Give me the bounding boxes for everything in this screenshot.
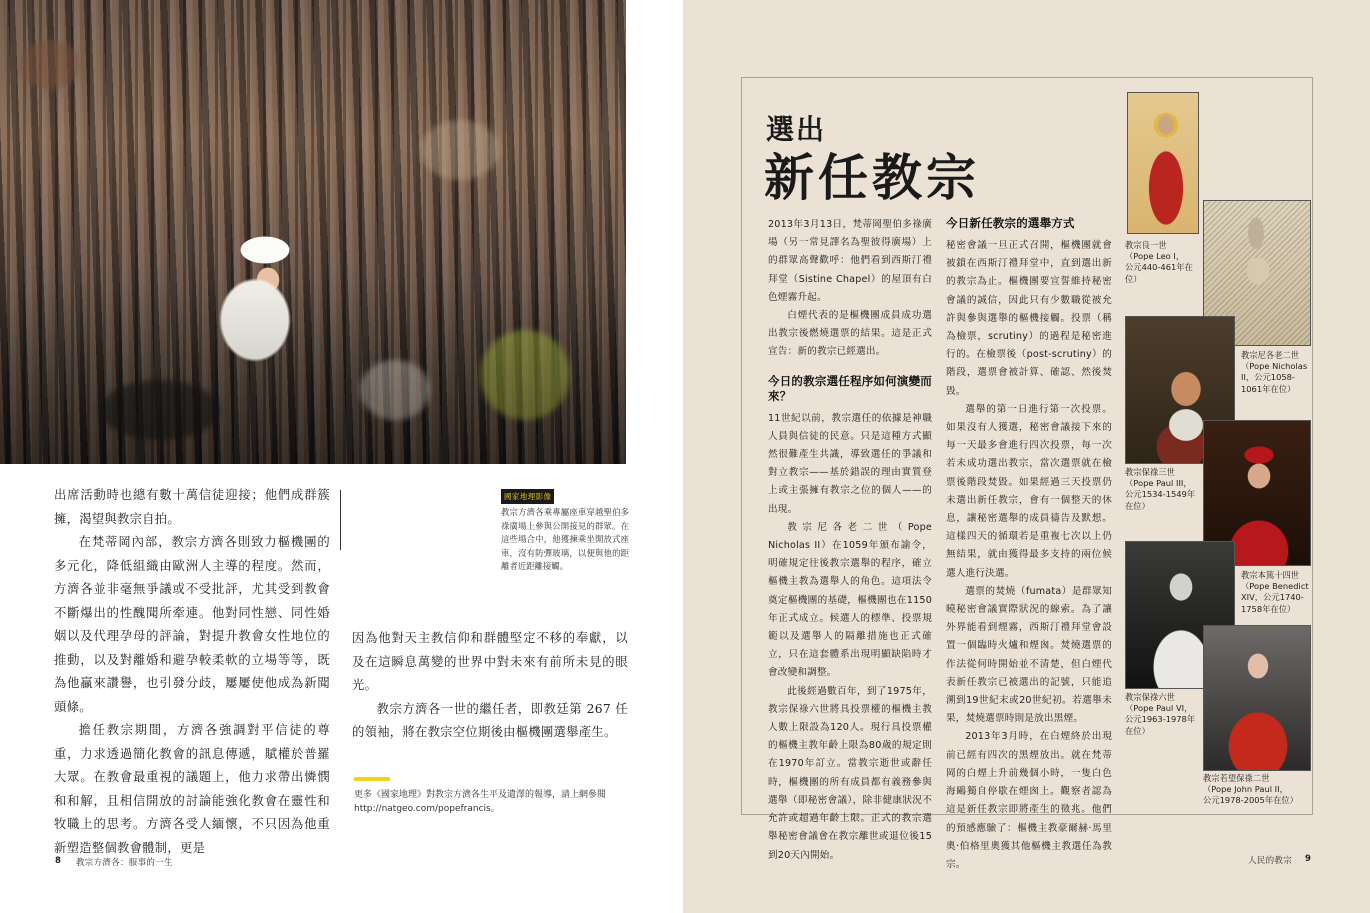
- running-footer: 人民的教宗: [1248, 856, 1293, 866]
- photo-shade: [0, 0, 626, 464]
- pope-caption: [1125, 467, 1203, 512]
- paragraph: 選票的焚燒（fumata）是群眾知曉秘密會議實際狀況的線索。為了讓外界能看到煙霧，西斯汀禮拜堂會設置一個臨時火爐和煙囪。焚燒選票的作法從何時開始並不清楚，但白煙代表新任教宗已被選出的記號，只能追溯到19世紀末或20世紀初。若選舉未果，焚燒選票時則是放出黑煙。: [946, 585, 1112, 725]
- pope-en-name: （Pope Nicholas II，公元1058-1061年在位）: [1241, 361, 1308, 394]
- pope-name: 教宗良一世: [1125, 240, 1167, 250]
- pope-years: 公元1978-2005年在位）: [1203, 795, 1299, 806]
- pope-name: 教宗保祿六世: [1125, 692, 1175, 702]
- running-footer: 教宗方濟各：服事的一生: [76, 858, 173, 868]
- pope-en-name: （Pope Paul VI，: [1125, 703, 1193, 714]
- left-column-2: [352, 627, 628, 745]
- paragraph: 出席活動時也總有數十萬信徒迎接；他們成群簇擁，渴望與教宗自拍。: [54, 488, 330, 526]
- photo-credit-label: 國家地理影像: [501, 489, 554, 504]
- pope-caption: [1241, 350, 1313, 395]
- paragraph: 11世紀以前，教宗選任的依據是神職人員與信徒的民意。只是這種方式顯然很難產生共識，導致選任的爭議和對立教宗——基於錯誤的理由實質登上或主張擁有教宗之位的個人——的出現。: [768, 412, 932, 515]
- pope-name: 教宗若望保祿二世: [1203, 773, 1270, 783]
- paragraph: 選舉的第一日進行第一次投票。如果沒有人獲選，秘密會議接下來的每一天最多會進行四次投票，每一次若未成功選出教宗，當次選票就在檢票後階段焚毀。如果經過三天投票仍未選出新任教宗，會有一個整天的休息，讓秘密選舉的成員禱告及默想。這樣四天的循環若是重複七次以上仍無結果，就由獲得最多支持的兩位候選人進行決選。: [946, 403, 1112, 579]
- photo-caption: 教宗方濟各乘專屬座車穿越聖伯多祿廣場上參與公開接見的群眾。在這些場合中，他獲揀乘坐開放式座車，沒有防彈玻璃，以便與他的距離者近距離接觸。: [501, 507, 629, 571]
- paragraph: 2013年3月13日，梵蒂岡聖伯多祿廣場（另一常見譯名為聖彼得廣場）上的群眾高聲歡呼：他們看到西斯汀禮拜堂（Sistine Chapel）的屋頂有白色煙霧升起。: [768, 219, 932, 303]
- pope-years: 公元1963-1978年在位）: [1125, 714, 1196, 736]
- article-title: 新任教宗: [764, 148, 980, 207]
- paragraph: 教宗尼各老二世（Pope Nicholas II）在1059年頒布諭令，明確規定往後教宗選舉的程序，確立樞機主教為選舉人的角色。這項法令奠定樞機團的基礎，樞機團也在1150年正式成立。候選人的標準、投票規範以及選舉人的隔離措施也正式確立，只在這套體系出現明顯缺陷時才會改變和調整。: [768, 521, 932, 679]
- right-column-1: [768, 216, 932, 865]
- column-rule: [340, 490, 341, 550]
- paragraph: 因為他對天主教信仰和群體堅定不移的奉獻，以及在這瞬息萬變的世界中對未來有前所未見的眼光。: [352, 631, 628, 692]
- pope-name: 教宗保祿三世: [1125, 467, 1175, 477]
- paragraph: 在梵蒂岡內部，教宗方濟各則致力樞機團的多元化，降低組織由歐洲人主導的程度。然而，方濟各並非毫無爭議或不受批評，尤其受到教會不斷爆出的性醜聞所牽連。他對同性戀、同性婚姻以及代理孕母的評論，對提升教會女性地位的推動，以及對離婚和避孕較柔軟的立場等等，既為他贏來讚譽，也引發分歧，屢屢使他成為新聞頭條。: [54, 535, 330, 714]
- section-heading: 今日的教宗選任程序如何演變而來？: [768, 373, 932, 403]
- pope-en-name: （Pope Paul III，: [1125, 478, 1192, 489]
- pope-en-name: （Pope Benedict XIV，公元1740-1758年在位）: [1241, 581, 1309, 614]
- pope-en-name: （Pope Leo I，: [1125, 251, 1185, 262]
- pope-caption: [1125, 240, 1195, 285]
- paragraph: 擔任教宗期間，方濟各強調對平信徒的尊重，力求透過簡化教會的訊息傳遞，賦權於普羅大眾。在教會最重視的議題上，他力求帶出憐憫和和解，且相信開放的討論能強化教會在靈性和牧職上的思考。方濟各受人緬懷，不只因為他重新塑造整個教會體制，更是: [54, 723, 330, 855]
- paragraph: 教宗方濟各一世的繼任者，即教廷第 267 任的領袖，將在教宗空位期後由樞機團選舉產生。: [352, 701, 628, 739]
- paragraph: 白煙代表的是樞機團成員成功選出教宗後燃燒選票的結果。這是正式宣告：新的教宗已經選出。: [768, 310, 932, 358]
- pope-name: 教宗本篤十四世: [1241, 570, 1300, 580]
- pope-leo-portrait: [1127, 92, 1199, 234]
- article-kicker: 選出: [766, 113, 827, 146]
- more-info-text: 更多《國家地理》對教宗方濟各生平及遺澤的報導，請上網參閱 http://natgeo.com/popefrancis。: [354, 790, 607, 814]
- pope-years: 公元1534-1549年在位）: [1125, 489, 1196, 511]
- pope-caption: [1203, 773, 1315, 807]
- pope-john-paul-ii-portrait: [1203, 625, 1311, 771]
- right-column-2: [946, 216, 1112, 874]
- left-column-1: [54, 484, 330, 860]
- pope-name: 教宗尼各老二世: [1241, 350, 1300, 360]
- page-number: 8: [55, 856, 61, 866]
- section-heading: 今日新任教宗的選舉方式: [946, 216, 1075, 230]
- paragraph: 2013年3月時，在白煙終於出現前已經有四次的黑煙放出。就在梵蒂岡的白煙上升前幾個小時，一隻白色海鷗獨自停歇在煙囪上。觀察者認為這是新任教宗即將產生的徵兆。他們的預感應驗了：樞機主教豪爾赫·馬里奧·伯格里奧獲其他樞機主教選任為教宗。: [946, 731, 1112, 870]
- paragraph: 秘密會議一旦正式召開，樞機團就會被鎖在西斯汀禮拜堂中，直到選出新的教宗為止。樞機團要宣誓維持秘密會議的誠信，因此只有少數職從被允許與參與選舉的樞機接觸。投票（稱為檢票，scrutiny）的過程是秘密進行的。在檢票後（post-scrutiny）的階段，選票會被計算、確認、然後焚毀。: [946, 240, 1112, 397]
- page-number: 9: [1305, 854, 1311, 864]
- pope-en-name: （Pope John Paul II，: [1203, 784, 1288, 795]
- pope-caption: [1241, 570, 1313, 615]
- yellow-accent-bar: [354, 777, 390, 781]
- pope-caption: [1125, 692, 1203, 737]
- paragraph: 此後經過數百年，到了1975年，教宗保祿六世將具投票權的樞機主教人數上限設為120人。現行具投票權的樞機主教年齡上限為80歲的規定則在1970年訂立。當教宗逝世或辭任時，樞機團的所有成員都有義務參與選舉（即秘密會議），除非健康狀況不允許或超過年齡上限。正式的教宗選舉秘密會議會在教宗離世或退位後15到20天內開始。: [768, 685, 932, 861]
- pope-years: 公元440-461年在位）: [1125, 262, 1193, 284]
